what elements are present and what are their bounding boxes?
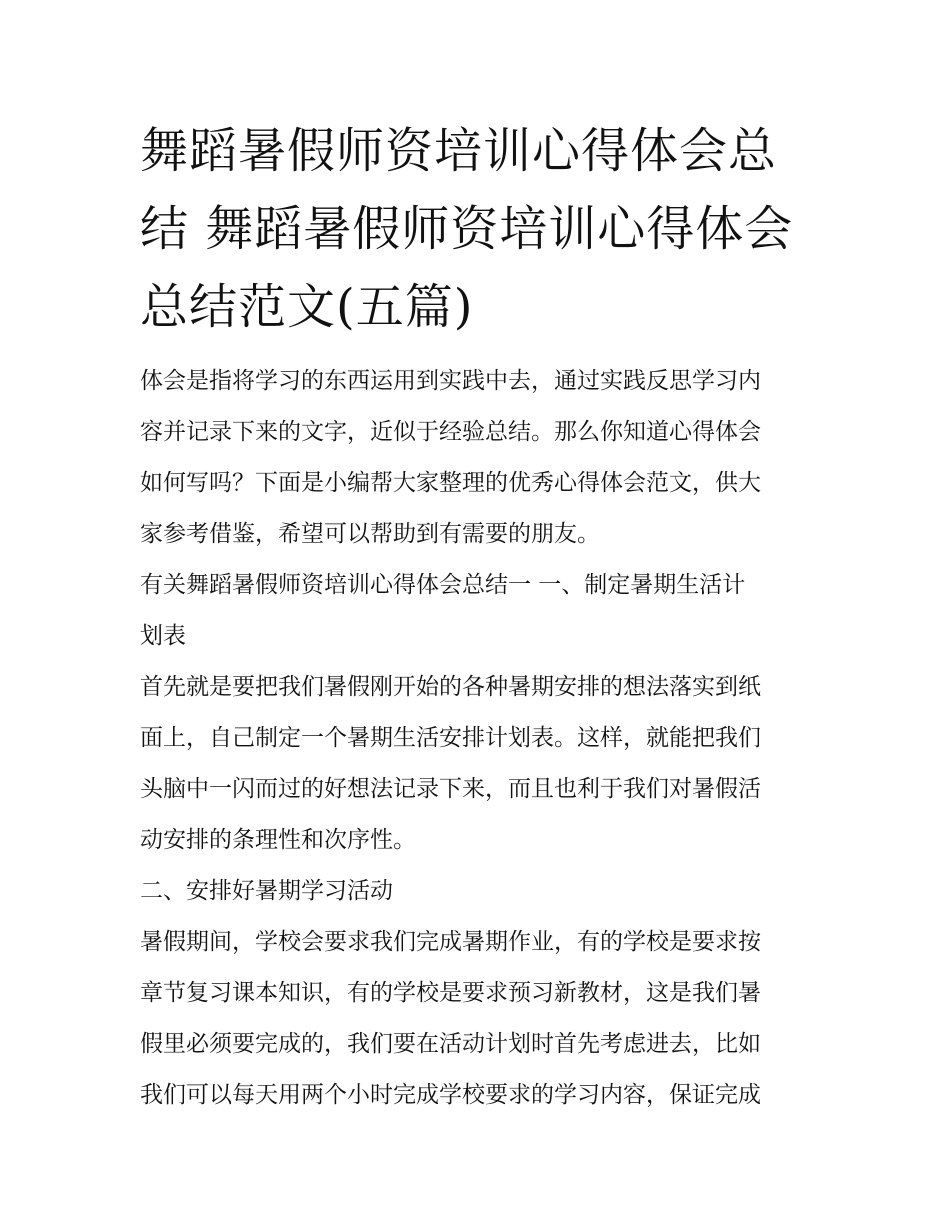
paragraph-line: 家参考借鉴，希望可以帮助到有需要的朋友。 — [140, 521, 600, 547]
title-line: 结 舞蹈暑假师资培训心得体会 — [140, 201, 794, 257]
paragraph-line: 体会是指将学习的东西运用到实践中去，通过实践反思学习内 — [140, 368, 761, 394]
paragraph-line: 有关舞蹈暑假师资培训心得体会总结一 一、制定暑期生活计 — [140, 572, 746, 598]
paragraph-line: 章节复习课本知识，有的学校是要求预习新教材，这是我们暑 — [140, 980, 761, 1006]
paragraph-line: 二、安排好暑期学习活动 — [140, 878, 393, 904]
intro-paragraph — [140, 356, 810, 560]
paragraph-line: 假里必须要完成的，我们要在活动计划时首先考虑进去，比如 — [140, 1031, 761, 1057]
paragraph-line: 划表 — [140, 623, 186, 649]
paragraph-line: 头脑中一闪而过的好想法记录下来，而且也利于我们对暑假活 — [140, 776, 761, 802]
paragraph-line: 动安排的条理性和次序性。 — [140, 827, 416, 853]
paragraph-line: 我们可以每天用两个小时完成学校要求的学习内容，保证完成 — [140, 1082, 761, 1108]
section-two-body — [140, 917, 810, 1121]
section-one-body — [140, 662, 810, 866]
paragraph-line: 如何写吗？下面是小编帮大家整理的优秀心得体会范文，供大 — [140, 470, 761, 496]
paragraph-line: 面上，自己制定一个暑期生活安排计划表。这样，就能把我们 — [140, 725, 761, 751]
document-body — [140, 112, 810, 1121]
paragraph-line: 暑假期间，学校会要求我们完成暑期作业，有的学校是要求按 — [140, 929, 761, 955]
section-heading-two — [140, 866, 810, 917]
paragraph-line: 首先就是要把我们暑假刚开始的各种暑期安排的想法落实到纸 — [140, 674, 761, 700]
section-heading-one — [140, 560, 810, 662]
title-line: 总结范文(五篇) — [140, 279, 474, 335]
paragraph-line: 容并记录下来的文字，近似于经验总结。那么你知道心得体会 — [140, 419, 761, 445]
title-line: 舞蹈暑假师资培训心得体会总 — [140, 123, 778, 179]
document-title — [140, 112, 810, 346]
